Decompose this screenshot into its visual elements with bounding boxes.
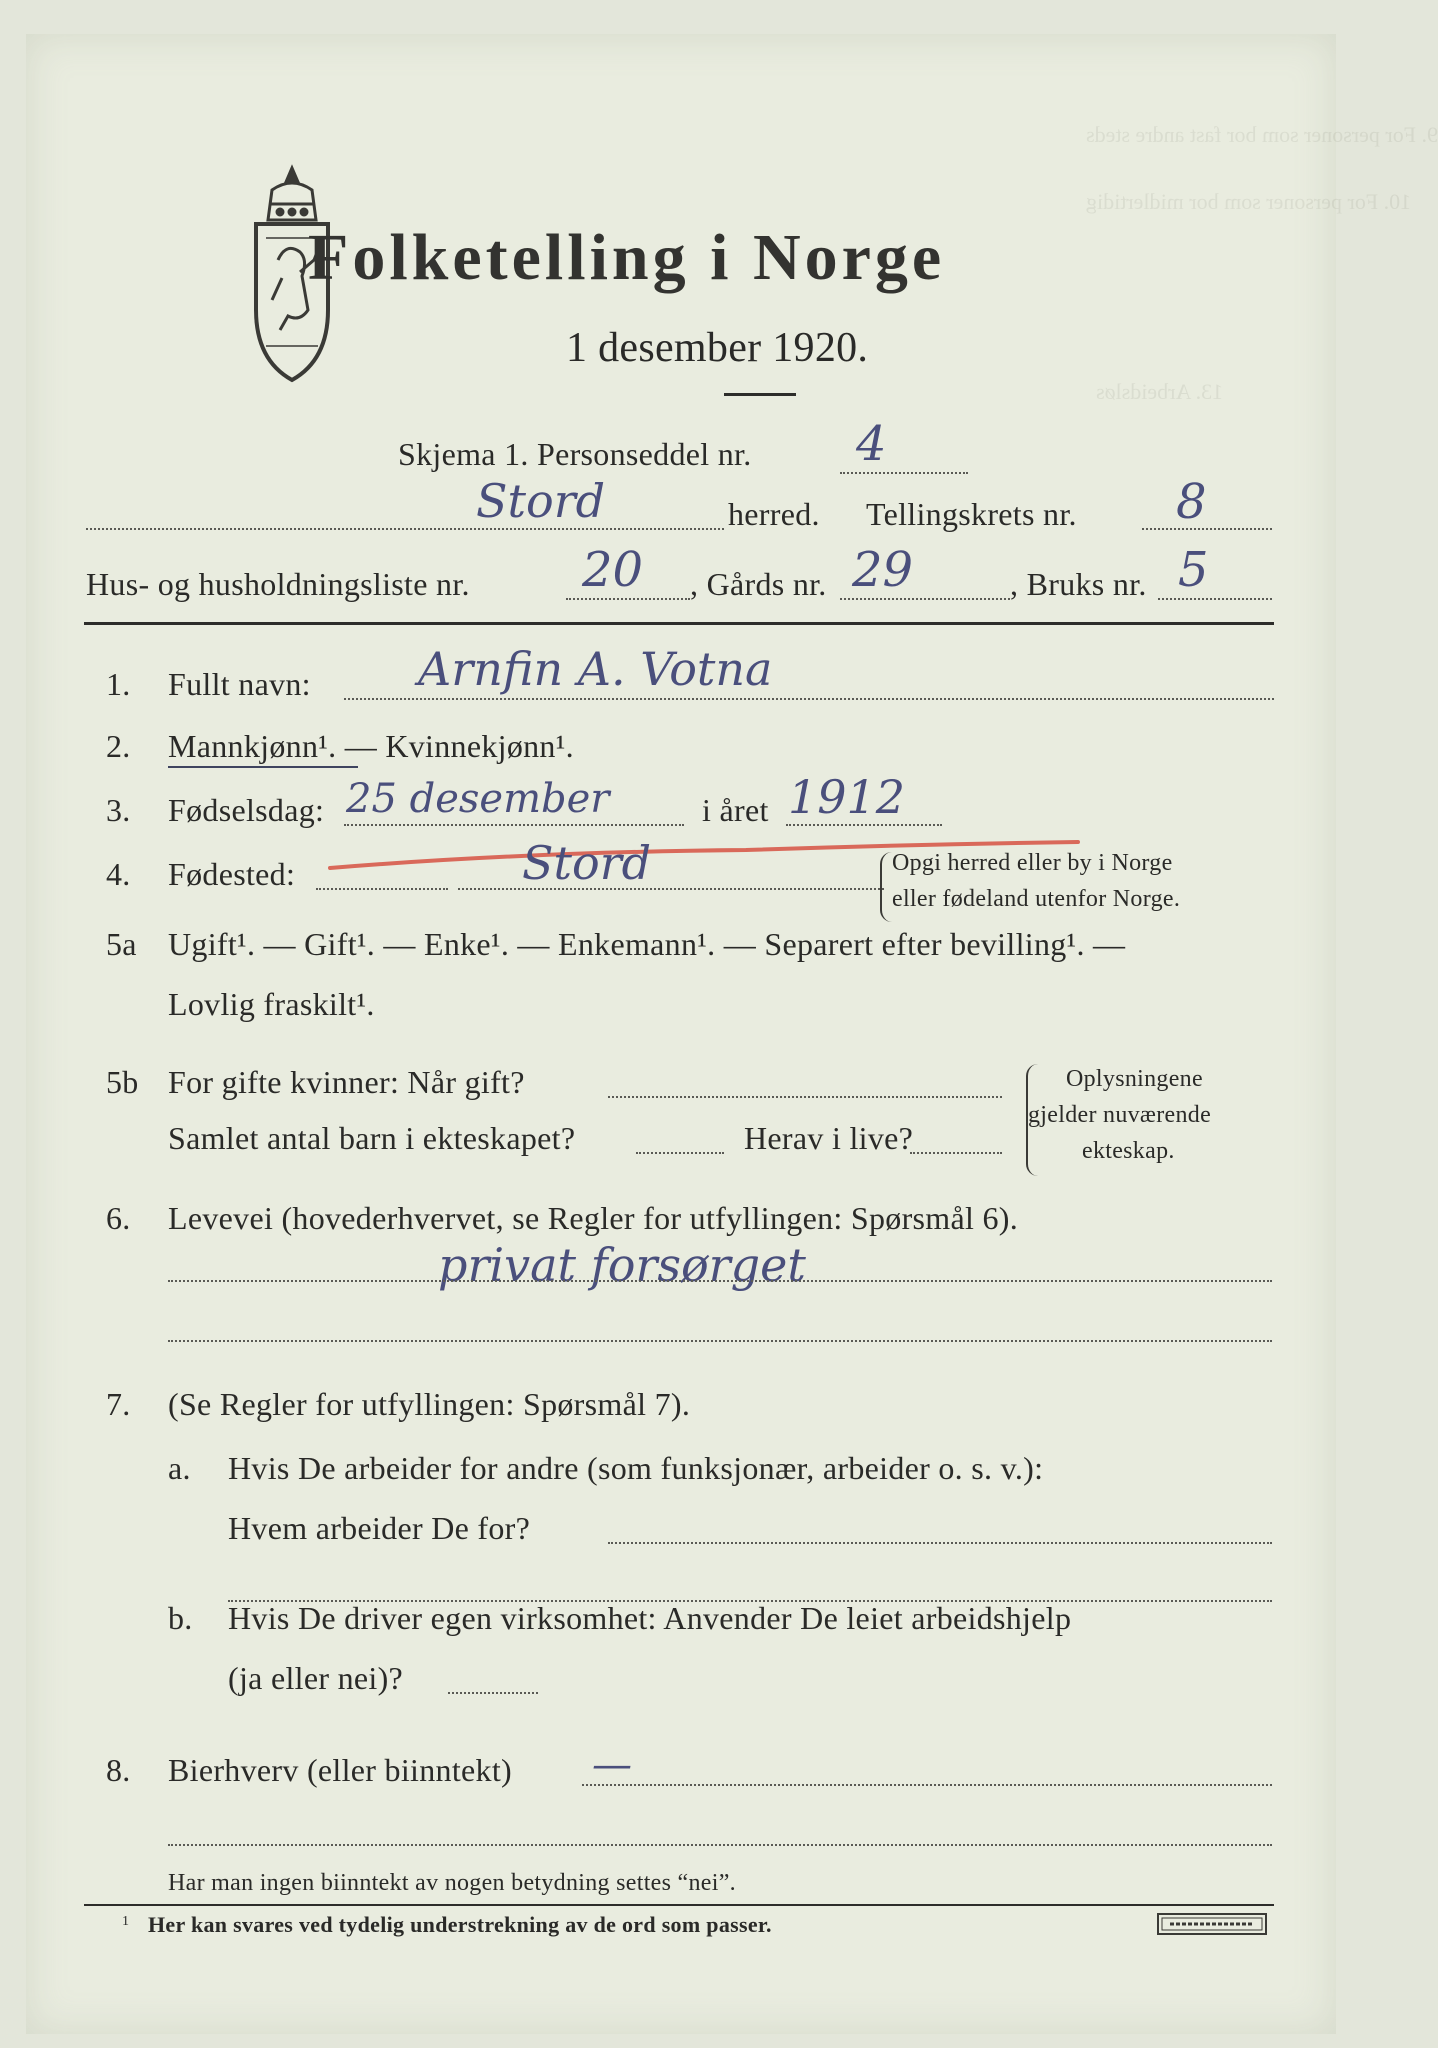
side-income-line xyxy=(582,1784,1272,1786)
footnote-mark: 1 xyxy=(122,1914,130,1929)
bruks-line xyxy=(1158,598,1272,600)
herred-label: herred. xyxy=(728,496,820,532)
form-title: Folketelling i Norge xyxy=(308,221,946,294)
full-name-line xyxy=(344,698,1274,700)
marriage-note-line2: gjelder nuværende xyxy=(1028,1102,1212,1128)
header-divider xyxy=(84,622,1274,625)
personseddel-line xyxy=(840,472,968,474)
gender-options: Mannkjønn¹. — Kvinnekjønn¹. xyxy=(168,728,574,764)
q7b-letter: b. xyxy=(168,1600,193,1636)
marriage-note-line3: ekteskap. xyxy=(1082,1138,1175,1164)
tellingskrets-line xyxy=(1142,528,1272,530)
birthplace-note-line2: eller fødeland utenfor Norge. xyxy=(892,886,1181,912)
marital-status-options: Ugift¹. — Gift¹. — Enke¹. — Enkemann¹. — Separert efter bevilling¹. — xyxy=(168,926,1126,962)
side-income-line-2 xyxy=(168,1844,1272,1846)
bleed-through-text: 10. For personer som bor midlertidig xyxy=(1086,189,1412,214)
bleed-through-text: 9. For personer som bor fast andre steds xyxy=(1086,122,1438,147)
q5b-number: 5b xyxy=(106,1064,139,1100)
gards-label: , Gårds nr. xyxy=(690,566,827,602)
footer-divider xyxy=(84,1904,1274,1906)
children-total-line xyxy=(636,1152,724,1154)
birthplace-note-line1: Opgi herred eller by i Norge xyxy=(892,850,1173,876)
tellingskrets-value[interactable]: 8 xyxy=(1176,474,1207,530)
birthplace-note-bracket xyxy=(880,852,892,922)
gender-underline-mark xyxy=(168,766,358,768)
gards-value[interactable]: 29 xyxy=(852,542,914,598)
q5a-number: 5a xyxy=(106,926,137,962)
q4-number: 4. xyxy=(106,856,131,892)
children-alive-line xyxy=(910,1152,1002,1154)
employer-label: Hvem arbeider De for? xyxy=(228,1510,531,1546)
household-list-line xyxy=(566,598,690,600)
occupation-line-1 xyxy=(168,1280,1272,1282)
hired-help-label: (ja eller nei)? xyxy=(228,1660,404,1696)
tellingskrets-label: Tellingskrets nr. xyxy=(866,496,1077,532)
birth-year-value[interactable]: 1912 xyxy=(788,770,906,824)
year-label: i året xyxy=(702,792,769,828)
occupation-value[interactable]: privat forsørget xyxy=(438,1238,806,1292)
q3-label: Fødselsdag: xyxy=(168,792,325,828)
title-divider xyxy=(724,393,796,396)
q7a-question: Hvis De arbeider for andre (som funksjonær, arbeider o. s. v.): xyxy=(228,1450,1044,1486)
employer-line xyxy=(608,1542,1272,1544)
personseddel-nr-value[interactable]: 4 xyxy=(856,416,887,472)
q7-number: 7. xyxy=(106,1386,131,1422)
full-name-value[interactable]: Arnfin A. Votna xyxy=(418,642,773,696)
side-income-value[interactable]: — xyxy=(592,1742,632,1788)
printer-stamp-icon xyxy=(1156,1912,1268,1936)
q1-label: Fullt navn: xyxy=(168,666,311,702)
q3-number: 3. xyxy=(106,792,131,828)
occupation-line-2 xyxy=(168,1340,1272,1342)
q8-number: 8. xyxy=(106,1752,131,1788)
birthplace-value[interactable]: Stord xyxy=(522,836,652,890)
q4-label: Fødested: xyxy=(168,856,296,892)
household-list-label: Hus- og husholdningsliste nr. xyxy=(86,566,470,602)
birthday-value[interactable]: 25 desember xyxy=(346,776,610,822)
bleed-through-text: 13. Arbeidsløs xyxy=(1096,379,1224,404)
birth-year-line xyxy=(786,824,942,826)
bruks-value[interactable]: 5 xyxy=(1178,542,1209,598)
occupation-label: Levevei (hovederhvervet, se Regler for utfyllingen: Spørsmål 6). xyxy=(168,1200,1019,1236)
marital-status-options-cont: Lovlig fraskilt¹. xyxy=(168,986,375,1022)
q2-number: 2. xyxy=(106,728,131,764)
married-when-line xyxy=(608,1096,1002,1098)
hired-help-line xyxy=(448,1692,538,1694)
herred-line xyxy=(86,528,724,530)
birthday-line xyxy=(344,824,684,826)
bruks-label: , Bruks nr. xyxy=(1010,566,1147,602)
schema-label: Skjema 1. Personseddel nr. xyxy=(398,436,752,472)
q6-number: 6. xyxy=(106,1200,131,1236)
footnote-text: Her kan svares ved tydelig understrekning av de ord som passer. xyxy=(148,1912,772,1937)
q7-label: (Se Regler for utfyllingen: Spørsmål 7). xyxy=(168,1386,691,1422)
gards-line xyxy=(840,598,1010,600)
married-when-label: For gifte kvinner: Når gift? xyxy=(168,1064,525,1100)
census-form-sheet xyxy=(26,34,1438,2034)
q7b-question: Hvis De driver egen virksomhet: Anvender De leiet arbeidshjelp xyxy=(228,1600,1072,1636)
children-alive-label: Herav i live? xyxy=(744,1120,914,1156)
marriage-note-line1: Oplysningene xyxy=(1066,1066,1203,1092)
census-date: 1 desember 1920. xyxy=(566,325,869,371)
side-income-note: Har man ingen biinntekt av nogen betydning settes “nei”. xyxy=(168,1870,736,1896)
q1-number: 1. xyxy=(106,666,131,702)
side-income-label: Bierhverv (eller biinntekt) xyxy=(168,1752,512,1788)
children-total-label: Samlet antal barn i ekteskapet? xyxy=(168,1120,576,1156)
household-list-value[interactable]: 20 xyxy=(582,542,644,598)
herred-value[interactable]: Stord xyxy=(476,474,606,528)
q7a-letter: a. xyxy=(168,1450,191,1486)
birthplace-line-a xyxy=(316,888,448,890)
